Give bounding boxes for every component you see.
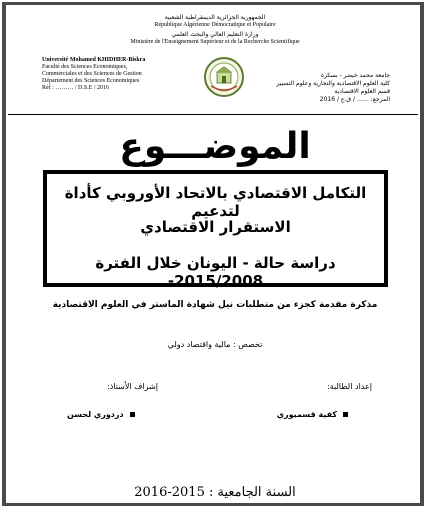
- memo-statement: مذكرة مقدمة كجزء من متطلبات نيل شهادة الماستر في العلوم الاقتصادية: [52, 300, 378, 310]
- department-fr: Département des Sciences Economiques: [42, 78, 140, 84]
- student-label: إعداد الطالبة:: [326, 382, 372, 391]
- header-ar-ministry: وزارة التعليم العالي والبحث العلمي: [171, 31, 259, 38]
- faculty-ar: كلية العلوم الاقتصادية والتجارية وعلوم التسيير: [276, 80, 390, 87]
- header-rule: [8, 114, 418, 115]
- university-name-ar: جامعة محمد خيضر - بسكرة: [320, 72, 390, 79]
- supervisor-bullet: [130, 412, 135, 417]
- header-fr-ministry: Ministère de l'Enseignement Supérieur et de la Recherche Scientifique: [130, 39, 300, 45]
- supervisor-label: إشراف الأستاذ:: [107, 382, 158, 391]
- faculty-fr-1: Faculté des Sciences Economiques,: [42, 64, 128, 70]
- specialty: تخصص : مالية واقتصاد دولي: [167, 340, 263, 349]
- title-line-2: الاستقرار الاقتصادي: [140, 218, 291, 236]
- university-block-ar: [240, 72, 390, 104]
- faculty-fr-2: Commerciales et des Sciences de Gestion: [42, 71, 142, 77]
- reference-ar: المرجع: …… / ق.ع / 2016: [319, 96, 390, 103]
- department-ar: قسم العلوم الاقتصادية: [334, 88, 390, 95]
- university-name-fr: Université Mohamed KHIDHER-Biskra: [42, 57, 146, 63]
- student-name: [277, 410, 348, 419]
- academic-year: السنة الجامعية : 2015-2016: [134, 485, 296, 500]
- title-box: [43, 170, 388, 290]
- supervisor-name: [67, 410, 135, 419]
- reference-fr: Réf : ……… / D.S.E / 2016: [42, 85, 109, 91]
- student-bullet: [343, 412, 348, 417]
- header-fr-republic: République Algérienne Démocratique et Populaire: [154, 22, 276, 28]
- title-line-3: دراسة حالة - اليونان خلال الفترة 2015/2008-: [95, 254, 336, 290]
- student-name-text: كفية قسميوري: [276, 410, 337, 419]
- university-logo: [203, 56, 245, 98]
- title-line-1: التكامل الاقتصادي بالاتحاد الأوروبي كأداة لتدعيم: [64, 184, 367, 220]
- supervisor-name-text: دردوري لحسن: [67, 410, 124, 419]
- subject-heading: الموضـــوع: [119, 126, 311, 167]
- header-ar-republic: الجمهورية الجزائرية الديمقراطية الشعبية: [164, 14, 266, 21]
- university-block-fr: [42, 57, 222, 92]
